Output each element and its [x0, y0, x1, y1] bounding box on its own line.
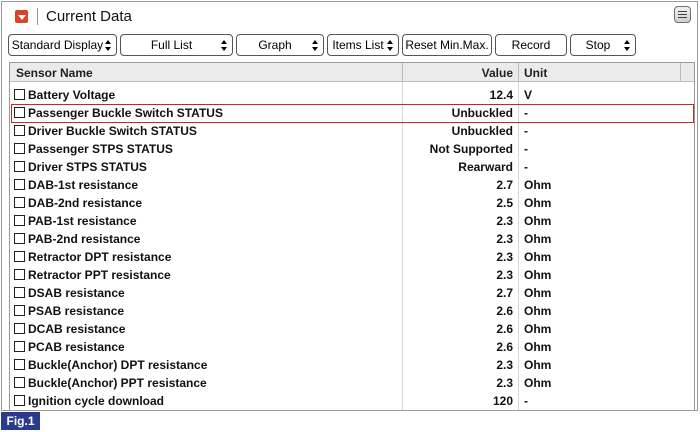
reset-min-max-button[interactable] — [402, 34, 492, 56]
row-checkbox[interactable] — [14, 269, 25, 280]
table-row[interactable] — [10, 194, 695, 212]
sensor-name: DSAB resistance — [28, 286, 125, 300]
sensor-unit: - — [524, 394, 528, 408]
sensor-value: 2.7 — [496, 286, 513, 300]
sensor-value: 2.3 — [496, 250, 513, 264]
row-checkbox[interactable] — [14, 125, 25, 136]
sensor-unit: - — [524, 160, 528, 174]
spinner-arrows-icon — [221, 40, 228, 51]
table-row[interactable] — [10, 338, 695, 356]
table-row[interactable] — [10, 86, 695, 104]
sensor-value: 2.6 — [496, 340, 513, 354]
row-checkbox[interactable] — [14, 395, 25, 406]
row-checkbox[interactable] — [14, 143, 25, 154]
sensor-unit: Ohm — [524, 322, 552, 336]
sensor-unit: Ohm — [524, 214, 552, 228]
sensor-unit: Ohm — [524, 268, 552, 282]
row-checkbox[interactable] — [14, 107, 25, 118]
sensor-unit: Ohm — [524, 376, 552, 390]
stop-label: Stop — [585, 38, 611, 52]
figure-label: Fig.1 — [1, 412, 40, 430]
table-row[interactable] — [10, 356, 695, 374]
spinner-arrows-icon — [312, 40, 319, 51]
row-checkbox[interactable] — [14, 323, 25, 334]
sensor-unit: - — [524, 124, 528, 138]
sensor-value: 2.3 — [496, 358, 513, 372]
record-label: Record — [511, 38, 551, 52]
row-checkbox[interactable] — [14, 341, 25, 352]
sensor-value: 2.6 — [496, 304, 513, 318]
standard-display-select[interactable] — [8, 34, 117, 56]
table-row[interactable] — [10, 320, 695, 338]
sensor-unit: Ohm — [524, 232, 552, 246]
sensor-name: Ignition cycle download — [28, 394, 165, 408]
sensor-value: 12.4 — [489, 88, 513, 102]
row-checkbox[interactable] — [14, 251, 25, 262]
items-list-select[interactable] — [327, 34, 399, 56]
sensor-value: 2.3 — [496, 214, 513, 228]
sensor-name: Battery Voltage — [28, 88, 116, 102]
sensor-value: 2.6 — [496, 322, 513, 336]
row-checkbox[interactable] — [14, 215, 25, 226]
sensor-name: Retractor DPT resistance — [28, 250, 172, 264]
spinner-arrows-icon — [387, 40, 394, 51]
table-header — [10, 63, 695, 82]
table-row[interactable] — [10, 374, 695, 392]
sensor-unit: - — [524, 106, 528, 120]
graph-select[interactable] — [236, 34, 324, 56]
sensor-unit: Ohm — [524, 304, 552, 318]
row-checkbox[interactable] — [14, 359, 25, 370]
table-row[interactable] — [10, 392, 695, 410]
full-list-select[interactable] — [120, 34, 233, 56]
sensor-unit: V — [524, 88, 533, 102]
sensor-name: Driver Buckle Switch STATUS — [28, 124, 197, 138]
sensor-name: Buckle(Anchor) DPT resistance — [28, 358, 208, 372]
row-checkbox[interactable] — [14, 161, 25, 172]
table-row[interactable] — [10, 302, 695, 320]
sensor-name: Retractor PPT resistance — [28, 268, 171, 282]
table-body — [10, 86, 695, 410]
sensor-data-table — [9, 62, 695, 411]
sensor-name: Passenger STPS STATUS — [28, 142, 173, 156]
sensor-value: 120 — [492, 394, 513, 408]
full-list-label: Full List — [150, 38, 193, 52]
sensor-name: DCAB resistance — [28, 322, 126, 336]
menu-icon[interactable] — [674, 6, 691, 23]
sensor-unit: Ohm — [524, 358, 552, 372]
panel-title: Current Data — [46, 8, 132, 25]
sensor-value: 2.3 — [496, 268, 513, 282]
sensor-unit: Ohm — [524, 196, 552, 210]
sensor-value: 2.3 — [496, 376, 513, 390]
column-header-unit[interactable]: Unit — [524, 66, 548, 80]
sensor-unit: - — [524, 142, 528, 156]
row-checkbox[interactable] — [14, 305, 25, 316]
sensor-unit: Ohm — [524, 178, 552, 192]
panel-titlebar — [2, 2, 697, 31]
sensor-value: Unbuckled — [451, 106, 513, 120]
sensor-name: Driver STPS STATUS — [28, 160, 147, 174]
sensor-name: PSAB resistance — [28, 304, 125, 318]
table-row[interactable] — [10, 140, 695, 158]
table-row[interactable] — [10, 266, 695, 284]
column-header-sensor-name[interactable]: Sensor Name — [16, 66, 93, 80]
row-checkbox[interactable] — [14, 233, 25, 244]
sensor-name: Passenger Buckle Switch STATUS — [28, 106, 223, 120]
current-data-panel — [1, 1, 698, 411]
title-divider — [37, 8, 38, 25]
row-checkbox[interactable] — [14, 179, 25, 190]
sensor-unit: Ohm — [524, 250, 552, 264]
sensor-value: Unbuckled — [451, 124, 513, 138]
spinner-arrows-icon — [624, 40, 631, 51]
sensor-value: Rearward — [458, 160, 513, 174]
graph-label: Graph — [258, 38, 292, 52]
stop-select[interactable] — [570, 34, 636, 56]
items-list-label: Items List — [332, 38, 384, 52]
sensor-value: Not Supported — [429, 142, 513, 156]
column-header-value[interactable]: Value — [481, 66, 513, 80]
collapse-arrow-icon[interactable] — [15, 10, 28, 23]
sensor-unit: Ohm — [524, 340, 552, 354]
sensor-name: DAB-2nd resistance — [28, 196, 143, 210]
spinner-arrows-icon — [105, 40, 112, 51]
sensor-value: 2.3 — [496, 232, 513, 246]
reset-min-max-label: Reset Min.Max. — [405, 38, 489, 52]
table-row[interactable] — [10, 176, 695, 194]
table-row[interactable] — [10, 284, 695, 302]
table-row[interactable] — [10, 230, 695, 248]
table-row[interactable] — [10, 158, 695, 176]
sensor-name: DAB-1st resistance — [28, 178, 139, 192]
table-row[interactable] — [10, 104, 695, 122]
row-checkbox[interactable] — [14, 377, 25, 388]
row-checkbox[interactable] — [14, 197, 25, 208]
sensor-value: 2.7 — [496, 178, 513, 192]
sensor-name: PCAB resistance — [28, 340, 125, 354]
sensor-value: 2.5 — [496, 196, 513, 210]
sensor-name: PAB-2nd resistance — [28, 232, 141, 246]
row-checkbox[interactable] — [14, 287, 25, 298]
table-row[interactable] — [10, 248, 695, 266]
record-button[interactable] — [495, 34, 567, 56]
sensor-unit: Ohm — [524, 286, 552, 300]
table-row[interactable] — [10, 122, 695, 140]
table-row[interactable] — [10, 212, 695, 230]
sensor-name: Buckle(Anchor) PPT resistance — [28, 376, 207, 390]
row-checkbox[interactable] — [14, 89, 25, 100]
standard-display-label: Standard Display — [11, 38, 104, 52]
sensor-name: PAB-1st resistance — [28, 214, 137, 228]
